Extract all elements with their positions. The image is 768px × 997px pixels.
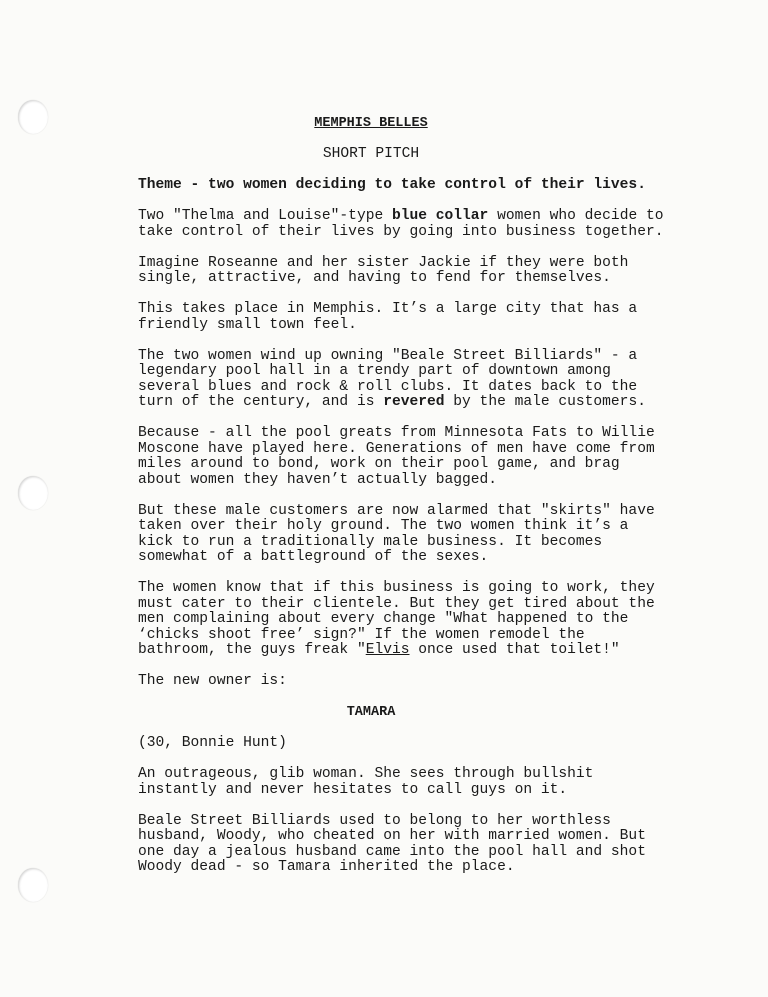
character-name: TAMARA	[346, 705, 396, 720]
paragraph-4-line-4: turn of the century, and is revered by the male customers.	[138, 394, 646, 410]
paragraph-8: The new owner is:	[138, 673, 287, 689]
binder-hole-bottom	[18, 868, 48, 902]
character-descriptor: (30, Bonnie Hunt)	[138, 735, 287, 751]
paragraph-5: Because - all the pool greats from Minnesota Fats to Willie Moscone have played here. Generations of men have come from miles around to bond, work on their pool game, and brag about women they haven’t actually bagged.	[138, 425, 655, 488]
paragraph-7: The women know that if this business is going to work, they must cater to their clientele. But they get tired about the men complaining about every change "What happened to the ‘chicks shoot free’ sign?" If the women remodel the bathroom, the guys freak "Elvis once used that toilet!"	[138, 581, 698, 659]
paragraph-4: The two women wind up owning "Beale Street Billiards" - a legendary pool hall in a trendy part of downtown among several blues and rock & roll clubs. It dates back to the turn of the century, and is revered by the male customers.	[138, 349, 698, 411]
paragraph-11: Beale Street Billiards used to belong to her worthless husband, Woody, who cheated on her with married women. But one day a jealous husband came into the pool hall and shot Woody dead - so Tamara inherited the place.	[138, 812, 646, 875]
binder-hole-top	[18, 100, 48, 134]
theme-line: Theme - two women deciding to take control of their lives.	[138, 177, 646, 193]
paragraph-7-line-5: bathroom, the guys freak "Elvis once used that toilet!"	[138, 642, 620, 658]
paragraph-3: This takes place in Memphis. It’s a large city that has a friendly small town feel.	[138, 301, 638, 333]
document-body	[138, 116, 698, 891]
binder-hole-middle	[18, 476, 48, 510]
paragraph-10: An outrageous, glib woman. She sees through bullshit instantly and never hesitates to call guys on it.	[138, 766, 594, 798]
document-title: MEMPHIS BELLES	[314, 116, 428, 131]
paragraph-6: But these male customers are now alarmed that "skirts" have taken over their holy ground. The two women think it’s a kick to run a traditionally male business. It becomes somewhat of a battleground of the sexes.	[138, 502, 655, 565]
document-subtitle: SHORT PITCH	[322, 146, 420, 162]
paragraph-2: Imagine Roseanne and her sister Jackie if they were both single, attractive, and having to fend for themselves.	[138, 254, 629, 286]
paragraph-1-line-1: Two "Thelma and Louise"-type blue collar women who decide to	[138, 208, 664, 224]
paragraph-1: Two "Thelma and Louise"-type blue collar women who decide to take control of their lives by going into business together.	[138, 209, 698, 240]
